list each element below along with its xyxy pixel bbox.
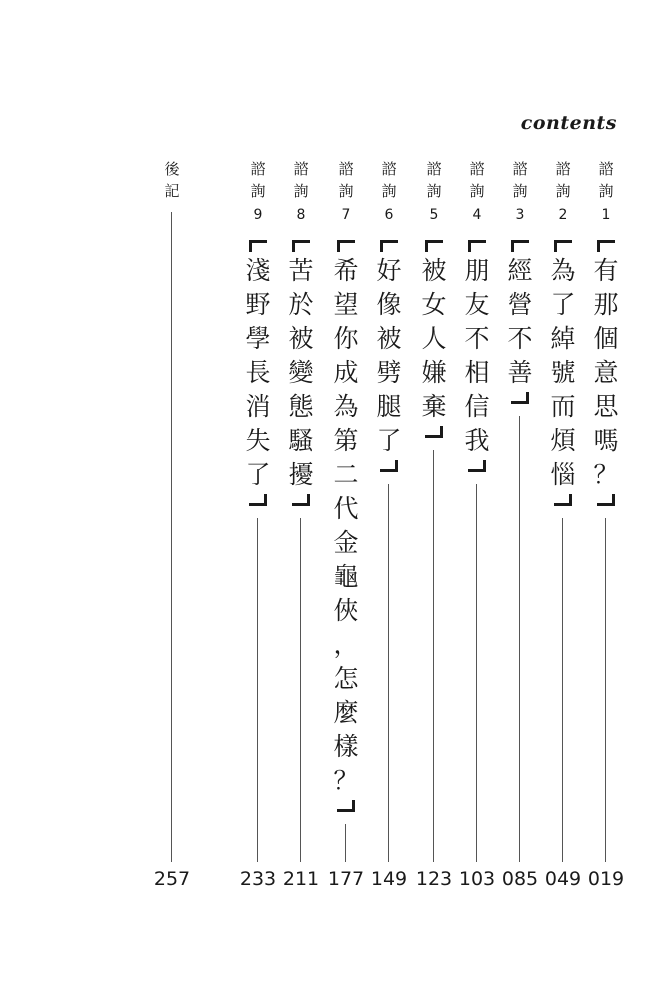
- label-char: 詢: [555, 182, 571, 200]
- open-bracket: [245, 240, 271, 254]
- close-bracket: [421, 424, 447, 438]
- label-char: 詢: [426, 182, 442, 200]
- title-char: 嗎: [593, 426, 619, 455]
- label-char: 詢: [381, 182, 397, 200]
- title-char: 怎: [333, 664, 359, 693]
- title-char: 被: [376, 324, 402, 353]
- title-char: 了: [376, 426, 402, 455]
- title-char: 變: [288, 358, 314, 387]
- title-char: 二: [333, 460, 359, 489]
- title-char: 俠: [333, 596, 359, 625]
- title-char: 有: [593, 256, 619, 285]
- close-bracket: [376, 458, 402, 472]
- title-char: 相: [464, 358, 490, 387]
- title-char: 了: [245, 460, 271, 489]
- label-char: 諮: [381, 160, 397, 178]
- title-char: 而: [550, 392, 576, 421]
- title-char: ，: [333, 630, 359, 659]
- toc-entry-7[interactable]: [324, 0, 368, 1000]
- entry-number: 9: [253, 207, 263, 223]
- title-char: 成: [333, 358, 359, 387]
- title-char: 綽: [550, 324, 576, 353]
- toc-entry-3[interactable]: [498, 0, 542, 1000]
- label-char: 詢: [338, 182, 354, 200]
- page-number: 049: [544, 868, 582, 890]
- toc-entry-5[interactable]: [412, 0, 456, 1000]
- toc-entry-8[interactable]: [279, 0, 323, 1000]
- entry-number: 4: [472, 207, 482, 223]
- label-char: 詢: [512, 182, 528, 200]
- leader-line: [257, 518, 258, 862]
- title-char: 友: [464, 290, 490, 319]
- title-char: 消: [245, 392, 271, 421]
- title-char: 長: [245, 358, 271, 387]
- close-bracket: [464, 458, 490, 472]
- title-char: 劈: [376, 358, 402, 387]
- entry-number: 5: [429, 207, 439, 223]
- leader-line: [345, 824, 346, 862]
- title-char: 被: [421, 256, 447, 285]
- title-char: 號: [550, 358, 576, 387]
- toc-entry-2[interactable]: [541, 0, 585, 1000]
- entry-number: 2: [558, 207, 568, 223]
- toc-entry-1[interactable]: [584, 0, 628, 1000]
- close-bracket: [550, 492, 576, 506]
- entry-title: [498, 240, 542, 404]
- title-char: 望: [333, 290, 359, 319]
- title-char: 你: [333, 324, 359, 353]
- title-char: 棄: [421, 392, 447, 421]
- leader-line: [476, 484, 477, 862]
- title-char: ？: [593, 460, 619, 489]
- open-bracket: [333, 240, 359, 254]
- open-bracket: [507, 240, 533, 254]
- entry-number: 8: [296, 207, 306, 223]
- label-char: 諮: [512, 160, 528, 178]
- title-char: ？: [333, 766, 359, 795]
- entry-label: [279, 158, 323, 226]
- open-bracket: [421, 240, 447, 254]
- entry-number: 1: [601, 207, 611, 223]
- open-bracket: [376, 240, 402, 254]
- title-char: 不: [507, 324, 533, 353]
- label-char: 詢: [293, 182, 309, 200]
- page-number: 103: [458, 868, 496, 890]
- leader-line: [300, 518, 301, 862]
- title-char: 為: [550, 256, 576, 285]
- page-number: 177: [327, 868, 365, 890]
- title-char: 善: [507, 358, 533, 387]
- label-char: 詢: [250, 182, 266, 200]
- title-char: 於: [288, 290, 314, 319]
- contents-heading: contents: [520, 112, 617, 134]
- entry-label: [324, 158, 368, 226]
- toc-entry-4[interactable]: [455, 0, 499, 1000]
- afterword-label: 後 記: [164, 160, 180, 200]
- page-number: 123: [415, 868, 453, 890]
- open-bracket: [593, 240, 619, 254]
- title-char: 女: [421, 290, 447, 319]
- title-char: 煩: [550, 426, 576, 455]
- title-char: 態: [288, 392, 314, 421]
- label-char: 諮: [469, 160, 485, 178]
- title-char: 代: [333, 494, 359, 523]
- toc-entry-9[interactable]: [236, 0, 280, 1000]
- title-char: 麼: [333, 698, 359, 727]
- entry-title: [279, 240, 323, 506]
- page-number: 233: [239, 868, 277, 890]
- entry-number: 3: [515, 207, 525, 223]
- close-bracket: [593, 492, 619, 506]
- title-char: 騷: [288, 426, 314, 455]
- title-char: 我: [464, 426, 490, 455]
- entry-title: [412, 240, 456, 438]
- label-char: 諮: [338, 160, 354, 178]
- title-char: 擾: [288, 460, 314, 489]
- entry-label: [367, 158, 411, 226]
- entry-label: [541, 158, 585, 226]
- entry-title: [455, 240, 499, 472]
- entry-number: 6: [384, 207, 394, 223]
- toc-entry-afterword[interactable]: [150, 0, 194, 1000]
- page-number: 019: [587, 868, 625, 890]
- title-char: 苦: [288, 256, 314, 285]
- title-char: 經: [507, 256, 533, 285]
- title-char: 朋: [464, 256, 490, 285]
- entry-title: [324, 240, 368, 812]
- leader-line: [171, 212, 172, 862]
- label-char: 詢: [469, 182, 485, 200]
- title-char: 像: [376, 290, 402, 319]
- title-char: 野: [245, 290, 271, 319]
- title-char: 意: [593, 358, 619, 387]
- title-char: 學: [245, 324, 271, 353]
- label-char: 諮: [555, 160, 571, 178]
- title-char: 金: [333, 528, 359, 557]
- title-char: 失: [245, 426, 271, 455]
- entry-title: [236, 240, 280, 506]
- title-char: 第: [333, 426, 359, 455]
- title-char: 腿: [376, 392, 402, 421]
- title-char: 不: [464, 324, 490, 353]
- title-char: 樣: [333, 732, 359, 761]
- leader-line: [388, 484, 389, 862]
- entry-label: [498, 158, 542, 226]
- title-char: 淺: [245, 256, 271, 285]
- open-bracket: [550, 240, 576, 254]
- title-char: 為: [333, 392, 359, 421]
- title-char: 人: [421, 324, 447, 353]
- close-bracket: [288, 492, 314, 506]
- entry-label: [584, 158, 628, 226]
- label-char: 諮: [426, 160, 442, 178]
- title-char: 希: [333, 256, 359, 285]
- close-bracket: [333, 798, 359, 812]
- label-char: 諮: [250, 160, 266, 178]
- close-bracket: [245, 492, 271, 506]
- label-char: 諮: [293, 160, 309, 178]
- entry-title: [584, 240, 628, 506]
- title-char: 了: [550, 290, 576, 319]
- title-char: 惱: [550, 460, 576, 489]
- title-char: 嫌: [421, 358, 447, 387]
- page-number: 211: [282, 868, 320, 890]
- title-char: 營: [507, 290, 533, 319]
- page-number: 085: [501, 868, 539, 890]
- open-bracket: [464, 240, 490, 254]
- entry-label: [455, 158, 499, 226]
- entry-title: [541, 240, 585, 506]
- page-number: 257: [153, 868, 191, 890]
- leader-line: [605, 518, 606, 862]
- title-char: 思: [593, 392, 619, 421]
- leader-line: [433, 450, 434, 862]
- entry-title: [367, 240, 411, 472]
- entry-number: 7: [341, 207, 351, 223]
- label-char: 詢: [598, 182, 614, 200]
- title-char: 被: [288, 324, 314, 353]
- leader-line: [519, 416, 520, 862]
- leader-line: [562, 518, 563, 862]
- title-char: 好: [376, 256, 402, 285]
- entry-label: [236, 158, 280, 226]
- title-char: 那: [593, 290, 619, 319]
- label-char: 諮: [598, 160, 614, 178]
- page-number: 149: [370, 868, 408, 890]
- toc-entry-6[interactable]: [367, 0, 411, 1000]
- open-bracket: [288, 240, 314, 254]
- title-char: 個: [593, 324, 619, 353]
- entry-label: [412, 158, 456, 226]
- title-char: 龜: [333, 562, 359, 591]
- title-char: 信: [464, 392, 490, 421]
- close-bracket: [507, 390, 533, 404]
